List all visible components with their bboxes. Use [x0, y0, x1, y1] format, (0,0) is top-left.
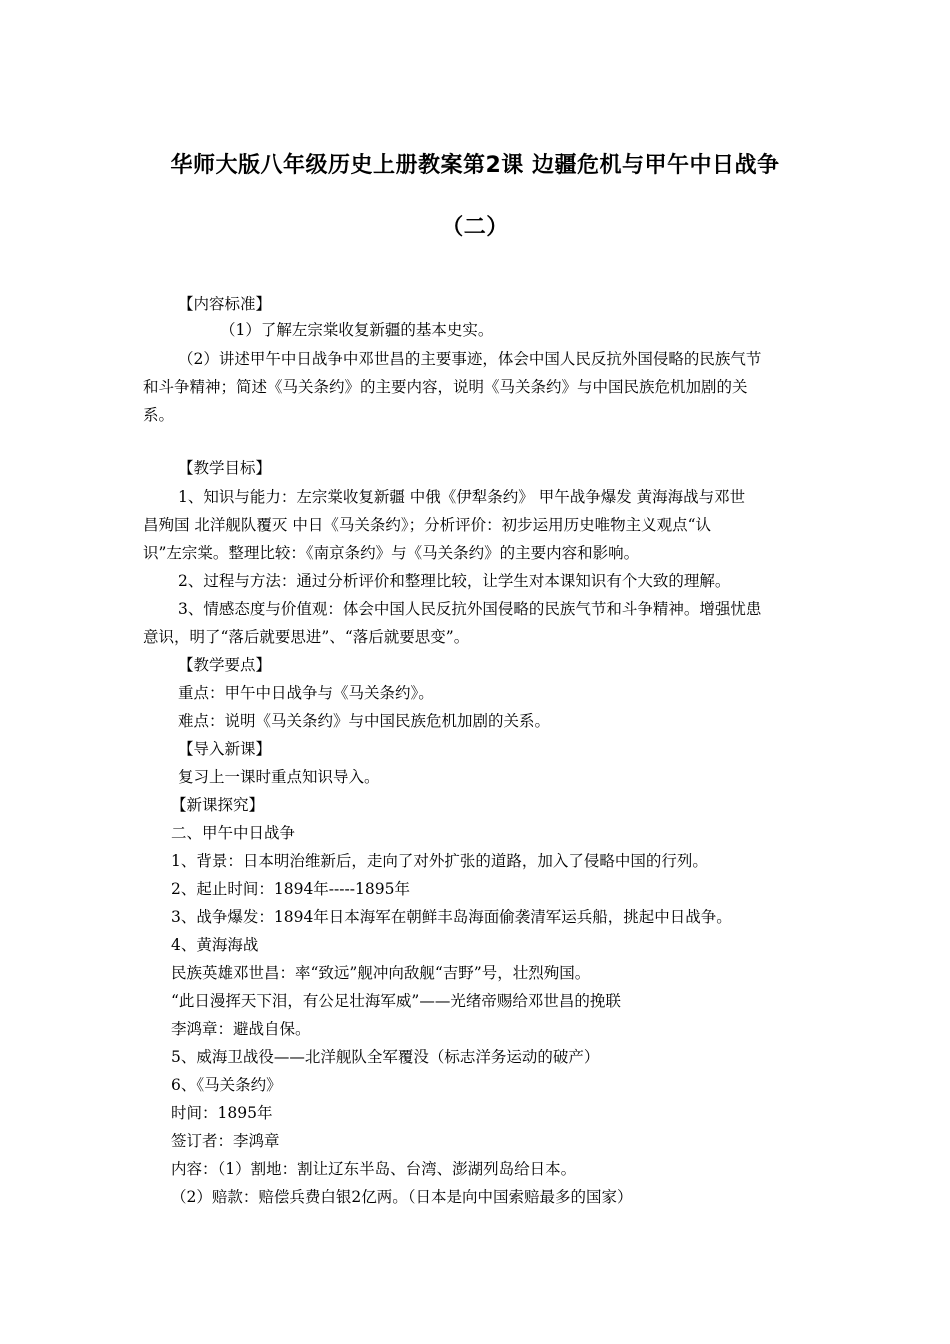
text-line: 6、《马关条约》 [171, 1076, 282, 1094]
text-line: 二、甲午中日战争 [171, 824, 296, 842]
text-line: 难点：说明《马关条约》与中国民族危机加剧的关系。 [178, 712, 551, 730]
text-line: 4、黄海海战 [171, 936, 259, 954]
text-line: 识”左宗棠。整理比较：《南京条约》与《马关条约》的主要内容和影响。 [143, 544, 640, 562]
text-line: 系。 [143, 406, 175, 424]
text-line: 2、过程与方法：通过分析评价和整理比较，让学生对本课知识有个大致的理解。 [178, 572, 731, 590]
text-line: 民族英雄邓世昌：率“致远”舰冲向敌舰“吉野”号，壮烈殉国。 [171, 964, 591, 982]
section-heading-key-points: 【教学要点】 [178, 656, 272, 674]
text-line: 3、情感态度与价值观：体会中国人民反抗外国侵略的民族气节和斗争精神。增强忧患 [178, 600, 762, 618]
text-line: 重点：甲午中日战争与《马关条约》。 [178, 684, 434, 702]
text-line: 2、起止时间：1894年-----1895年 [171, 880, 410, 898]
text-line: （2）赔款：赔偿兵费白银2亿两。（日本是向中国索赔最多的国家） [171, 1188, 633, 1206]
text-line: 和斗争精神；简述《马关条约》的主要内容，说明《马关条约》与中国民族危机加剧的关 [143, 378, 748, 396]
text-line: 3、战争爆发：1894年日本海军在朝鲜丰岛海面偷袭清军运兵船，挑起中日战争。 [171, 908, 732, 926]
document-subtitle: （二） [441, 215, 509, 240]
text-line: “此日漫挥天下泪，有公足壮海军威”——光绪帝赐给邓世昌的挽联 [171, 992, 621, 1010]
section-heading-teaching-goals: 【教学目标】 [178, 459, 272, 477]
section-heading-content-standards: 【内容标准】 [178, 295, 272, 313]
text-line: 5、威海卫战役——北洋舰队全军覆没（标志洋务运动的破产） [171, 1048, 600, 1066]
text-line: 意识，明了“落后就要思进”、“落后就要思变”。 [143, 628, 470, 646]
text-line: （1）了解左宗棠收复新疆的基本史实。 [220, 321, 494, 339]
text-line: 李鸿章：避战自保。 [171, 1020, 311, 1038]
text-line: 内容：（1）割地：割让辽东半岛、台湾、澎湖列岛给日本。 [171, 1160, 577, 1178]
text-line: 昌殉国 北洋舰队覆灭 中日《马关条约》；分析评价：初步运用历史唯物主义观点“认 [143, 516, 712, 534]
text-line: （2）讲述甲午中日战争中邓世昌的主要事迹，体会中国人民反抗外国侵略的民族气节 [178, 350, 762, 368]
text-line: 时间：1895年 [171, 1104, 273, 1122]
text-line: 1、知识与能力：左宗棠收复新疆 中俄《伊犁条约》 甲午战争爆发 黄海海战与邓世 [178, 488, 746, 506]
section-heading-introduction: 【导入新课】 [178, 740, 272, 758]
document-title: 华师大版八年级历史上册教案第2课 边疆危机与甲午中日战争 [170, 153, 780, 178]
text-line: 复习上一课时重点知识导入。 [178, 768, 380, 786]
section-heading-new-lesson: 【新课探究】 [171, 796, 265, 814]
text-line: 1、背景：日本明治维新后，走向了对外扩张的道路，加入了侵略中国的行列。 [171, 852, 708, 870]
text-line: 签订者：李鸿章 [171, 1132, 280, 1150]
